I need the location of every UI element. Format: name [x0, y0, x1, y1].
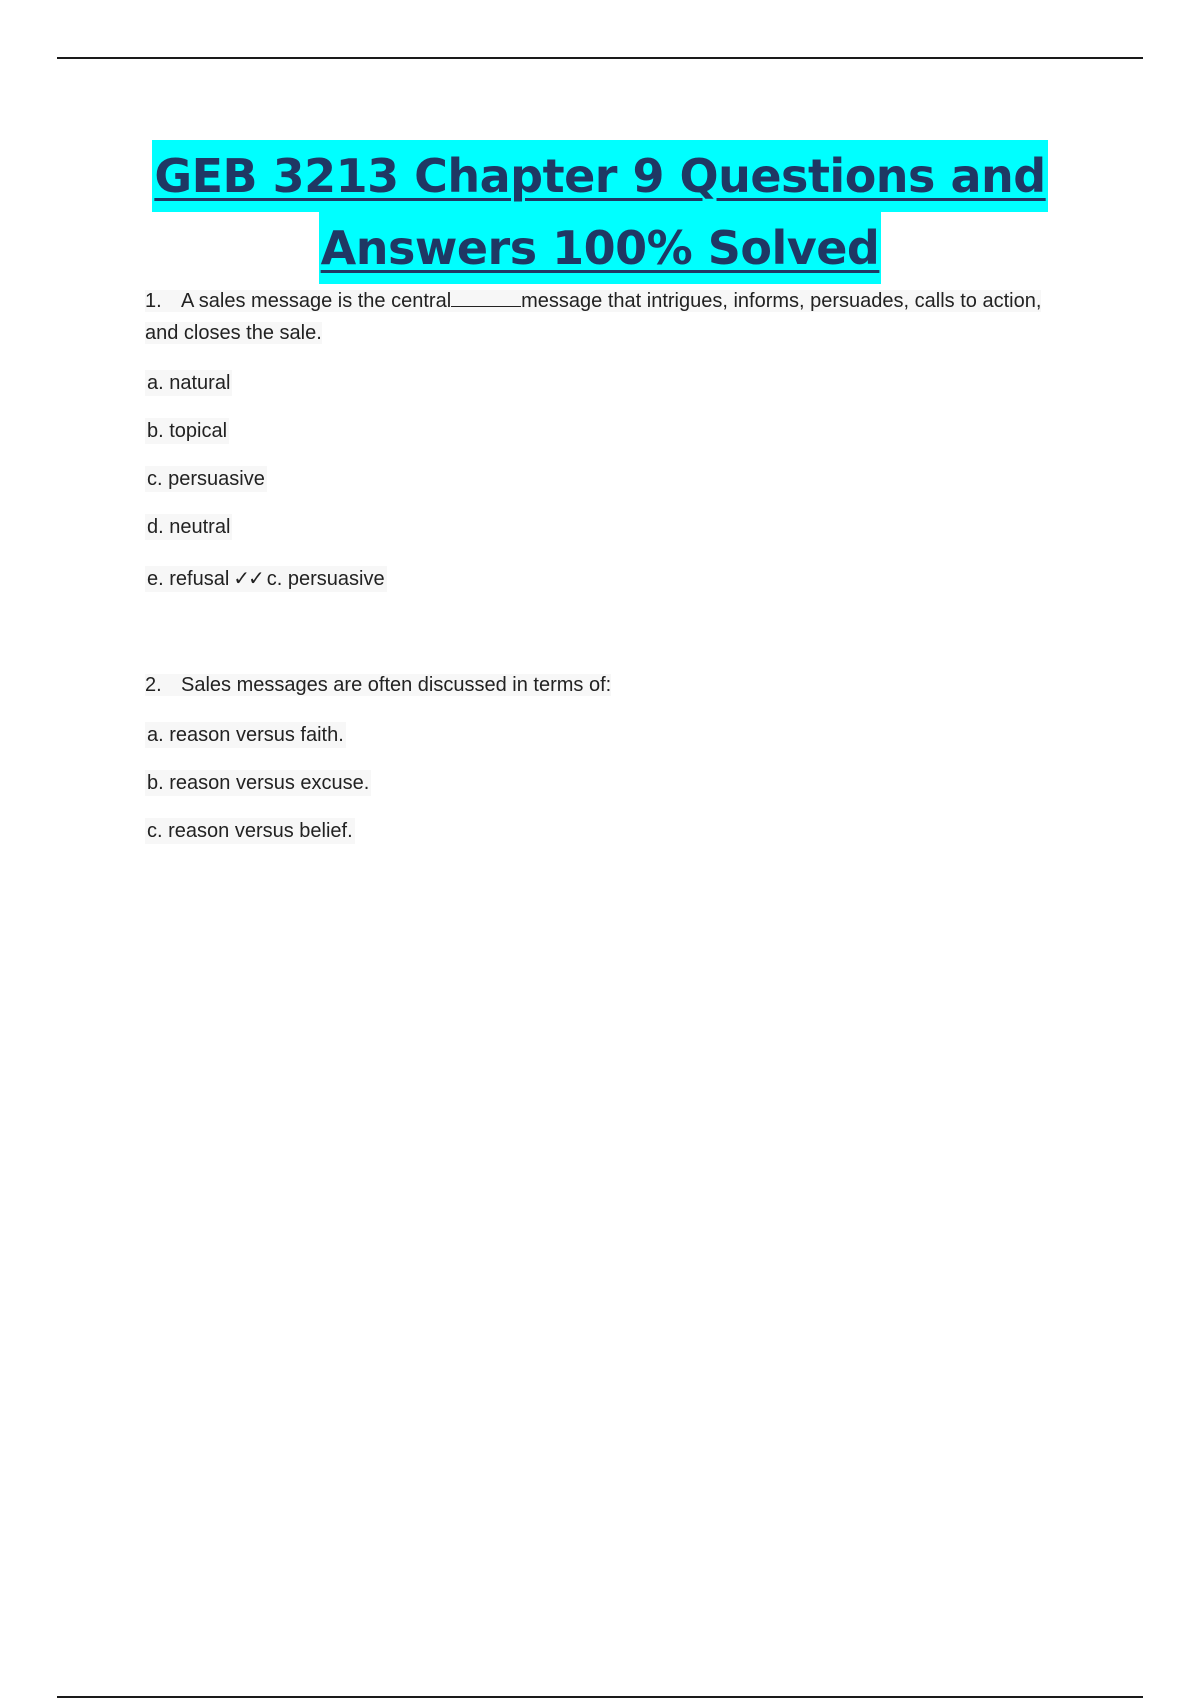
question-2-option-b: b. reason versus excuse.: [147, 772, 370, 794]
check-icon: ✓✓: [233, 568, 263, 590]
question-1-option-c: c. persuasive: [147, 468, 265, 490]
question-1-number: 1.: [145, 290, 162, 312]
question-1-text-after: message that intrigues, informs, persuades, calls to action, and closes the sale.: [145, 290, 1042, 344]
question-1-option-b: b. topical: [147, 420, 228, 442]
question-1: [145, 285, 1065, 349]
question-1-option-a: a. natural: [147, 372, 231, 394]
question-1-option-d: d. neutral: [147, 516, 231, 538]
question-1-option-e-with-answer: [145, 563, 1065, 595]
question-2: [145, 669, 1065, 701]
question-spacer: [145, 611, 1065, 669]
question-2-option-c: c. reason versus belief.: [147, 820, 353, 842]
question-list: [145, 285, 1065, 863]
question-2-option-a: a. reason versus faith.: [147, 724, 344, 746]
question-2-stem: Sales messages are often discussed in terms of:: [181, 674, 612, 696]
question-2-number: 2.: [145, 674, 162, 696]
title-line-2[interactable]: Answers 100% Solved: [319, 212, 882, 284]
header-rule: [57, 57, 1143, 59]
question-2-text: [145, 674, 611, 696]
question-1-option-e: e. refusal: [147, 568, 230, 590]
question-1-text-before: A sales message is the central: [181, 290, 452, 312]
question-1-text: [145, 290, 1041, 344]
footer-rule: [57, 1696, 1143, 1698]
document-title: [0, 140, 1200, 284]
question-1-blank: [451, 288, 521, 307]
title-line-1[interactable]: GEB 3213 Chapter 9 Questions and: [152, 140, 1047, 212]
question-1-answer: c. persuasive: [266, 568, 385, 590]
